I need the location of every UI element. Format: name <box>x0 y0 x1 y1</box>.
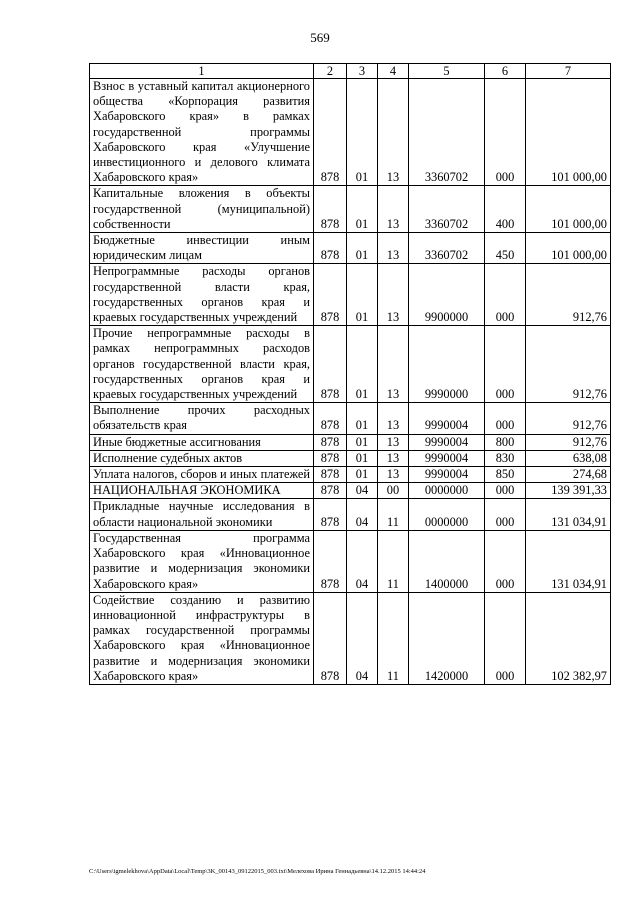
expense-type-cell: 800 <box>485 434 526 450</box>
row-name-cell: Содействие созданию и развитию инновационной инфраструктуры в рамках государственной программы Хабаровского края «Инновационное развитие и модернизация экономики Хабаровского края» <box>90 592 314 684</box>
expense-type-cell: 000 <box>485 326 526 403</box>
amount-cell: 912,76 <box>526 264 611 326</box>
subsection-cell: 13 <box>378 233 409 264</box>
section-cell: 04 <box>347 499 378 530</box>
expense-type-cell: 400 <box>485 186 526 233</box>
row-name-cell: Капитальные вложения в объекты государственной (муниципальной) собственности <box>90 186 314 233</box>
target-article-cell: 1400000 <box>409 530 485 592</box>
subsection-cell: 13 <box>378 186 409 233</box>
table-row <box>90 233 611 264</box>
table-row <box>90 326 611 403</box>
table-row <box>90 403 611 434</box>
target-article-cell: 9900000 <box>409 264 485 326</box>
subsection-cell: 13 <box>378 264 409 326</box>
row-name-cell: НАЦИОНАЛЬНАЯ ЭКОНОМИКА <box>90 483 314 499</box>
amount-cell: 139 391,33 <box>526 483 611 499</box>
amount-cell: 101 000,00 <box>526 233 611 264</box>
section-cell: 01 <box>347 79 378 186</box>
expense-type-cell: 450 <box>485 233 526 264</box>
expense-type-cell: 000 <box>485 403 526 434</box>
amount-cell: 101 000,00 <box>526 79 611 186</box>
target-article-cell: 3360702 <box>409 233 485 264</box>
code-cell: 878 <box>314 403 347 434</box>
row-name-cell: Бюджетные инвестиции иным юридическим лицам <box>90 233 314 264</box>
target-article-cell: 3360702 <box>409 186 485 233</box>
subsection-cell: 13 <box>378 450 409 466</box>
page-number: 569 <box>310 30 330 45</box>
code-cell: 878 <box>314 530 347 592</box>
code-cell: 878 <box>314 233 347 264</box>
code-cell: 878 <box>314 326 347 403</box>
code-cell: 878 <box>314 499 347 530</box>
row-name-cell: Взнос в уставный капитал акционерного общества «Корпорация развития Хабаровского края» в рамках государственной программы Хабаровского края «Улучшение инвестиционного и делового климата Хабаровского края» <box>90 79 314 186</box>
column-header: 3 <box>347 64 378 79</box>
code-cell: 878 <box>314 483 347 499</box>
target-article-cell: 3360702 <box>409 79 485 186</box>
section-cell: 01 <box>347 264 378 326</box>
expense-type-cell: 830 <box>485 450 526 466</box>
table-row <box>90 592 611 684</box>
subsection-cell: 13 <box>378 434 409 450</box>
column-header: 1 <box>90 64 314 79</box>
row-name-cell: Государственная программа Хабаровского края «Инновационное развитие и модернизация экономики Хабаровского края» <box>90 530 314 592</box>
target-article-cell: 9990004 <box>409 450 485 466</box>
section-cell: 04 <box>347 530 378 592</box>
table-row <box>90 264 611 326</box>
table-row <box>90 483 611 499</box>
table-row <box>90 434 611 450</box>
expense-type-cell: 000 <box>485 79 526 186</box>
file-path-footer: C:\Users\igmelekhova\AppData\Local\Temp\3K_00143_09122015_003.txt\Мелехова Ирина Геннадьевна\14.12.2015 14:44:24 <box>89 868 426 875</box>
section-cell: 01 <box>347 434 378 450</box>
table-row <box>90 467 611 483</box>
row-name-cell: Прикладные научные исследования в области национальной экономики <box>90 499 314 530</box>
budget-table <box>89 63 611 685</box>
section-cell: 04 <box>347 483 378 499</box>
section-cell: 01 <box>347 450 378 466</box>
code-cell: 878 <box>314 264 347 326</box>
table-row <box>90 79 611 186</box>
subsection-cell: 11 <box>378 592 409 684</box>
row-name-cell: Иные бюджетные ассигнования <box>90 434 314 450</box>
amount-cell: 101 000,00 <box>526 186 611 233</box>
subsection-cell: 13 <box>378 467 409 483</box>
target-article-cell: 0000000 <box>409 499 485 530</box>
row-name-cell: Исполнение судебных актов <box>90 450 314 466</box>
code-cell: 878 <box>314 592 347 684</box>
subsection-cell: 00 <box>378 483 409 499</box>
table-row <box>90 499 611 530</box>
row-name-cell: Непрограммные расходы органов государственной власти края, государственных органов края и краевых государственных учреждений <box>90 264 314 326</box>
amount-cell: 912,76 <box>526 434 611 450</box>
row-name-cell: Выполнение прочих расходных обязательств края <box>90 403 314 434</box>
section-cell: 01 <box>347 403 378 434</box>
column-header: 5 <box>409 64 485 79</box>
amount-cell: 274,68 <box>526 467 611 483</box>
table-row <box>90 530 611 592</box>
expense-type-cell: 000 <box>485 499 526 530</box>
section-cell: 01 <box>347 467 378 483</box>
code-cell: 878 <box>314 450 347 466</box>
target-article-cell: 9990004 <box>409 434 485 450</box>
amount-cell: 912,76 <box>526 326 611 403</box>
amount-cell: 912,76 <box>526 403 611 434</box>
code-cell: 878 <box>314 186 347 233</box>
section-cell: 01 <box>347 186 378 233</box>
amount-cell: 102 382,97 <box>526 592 611 684</box>
row-name-cell: Уплата налогов, сборов и иных платежей <box>90 467 314 483</box>
subsection-cell: 11 <box>378 530 409 592</box>
column-header: 2 <box>314 64 347 79</box>
expense-type-cell: 000 <box>485 592 526 684</box>
section-cell: 01 <box>347 326 378 403</box>
subsection-cell: 13 <box>378 403 409 434</box>
amount-cell: 638,08 <box>526 450 611 466</box>
subsection-cell: 13 <box>378 79 409 186</box>
code-cell: 878 <box>314 467 347 483</box>
target-article-cell: 1420000 <box>409 592 485 684</box>
amount-cell: 131 034,91 <box>526 530 611 592</box>
target-article-cell: 9990000 <box>409 326 485 403</box>
table-row <box>90 450 611 466</box>
column-header: 4 <box>378 64 409 79</box>
header-row <box>90 64 611 79</box>
table-row <box>90 186 611 233</box>
target-article-cell: 9990004 <box>409 403 485 434</box>
expense-type-cell: 000 <box>485 483 526 499</box>
subsection-cell: 11 <box>378 499 409 530</box>
column-header: 7 <box>526 64 611 79</box>
target-article-cell: 0000000 <box>409 483 485 499</box>
subsection-cell: 13 <box>378 326 409 403</box>
row-name-cell: Прочие непрограммные расходы в рамках непрограммных расходов органов государственной власти края, государственных органов края и краевых государственных учреждений <box>90 326 314 403</box>
expense-type-cell: 000 <box>485 264 526 326</box>
code-cell: 878 <box>314 79 347 186</box>
column-header: 6 <box>485 64 526 79</box>
expense-type-cell: 850 <box>485 467 526 483</box>
code-cell: 878 <box>314 434 347 450</box>
expense-type-cell: 000 <box>485 530 526 592</box>
section-cell: 01 <box>347 233 378 264</box>
target-article-cell: 9990004 <box>409 467 485 483</box>
amount-cell: 131 034,91 <box>526 499 611 530</box>
section-cell: 04 <box>347 592 378 684</box>
